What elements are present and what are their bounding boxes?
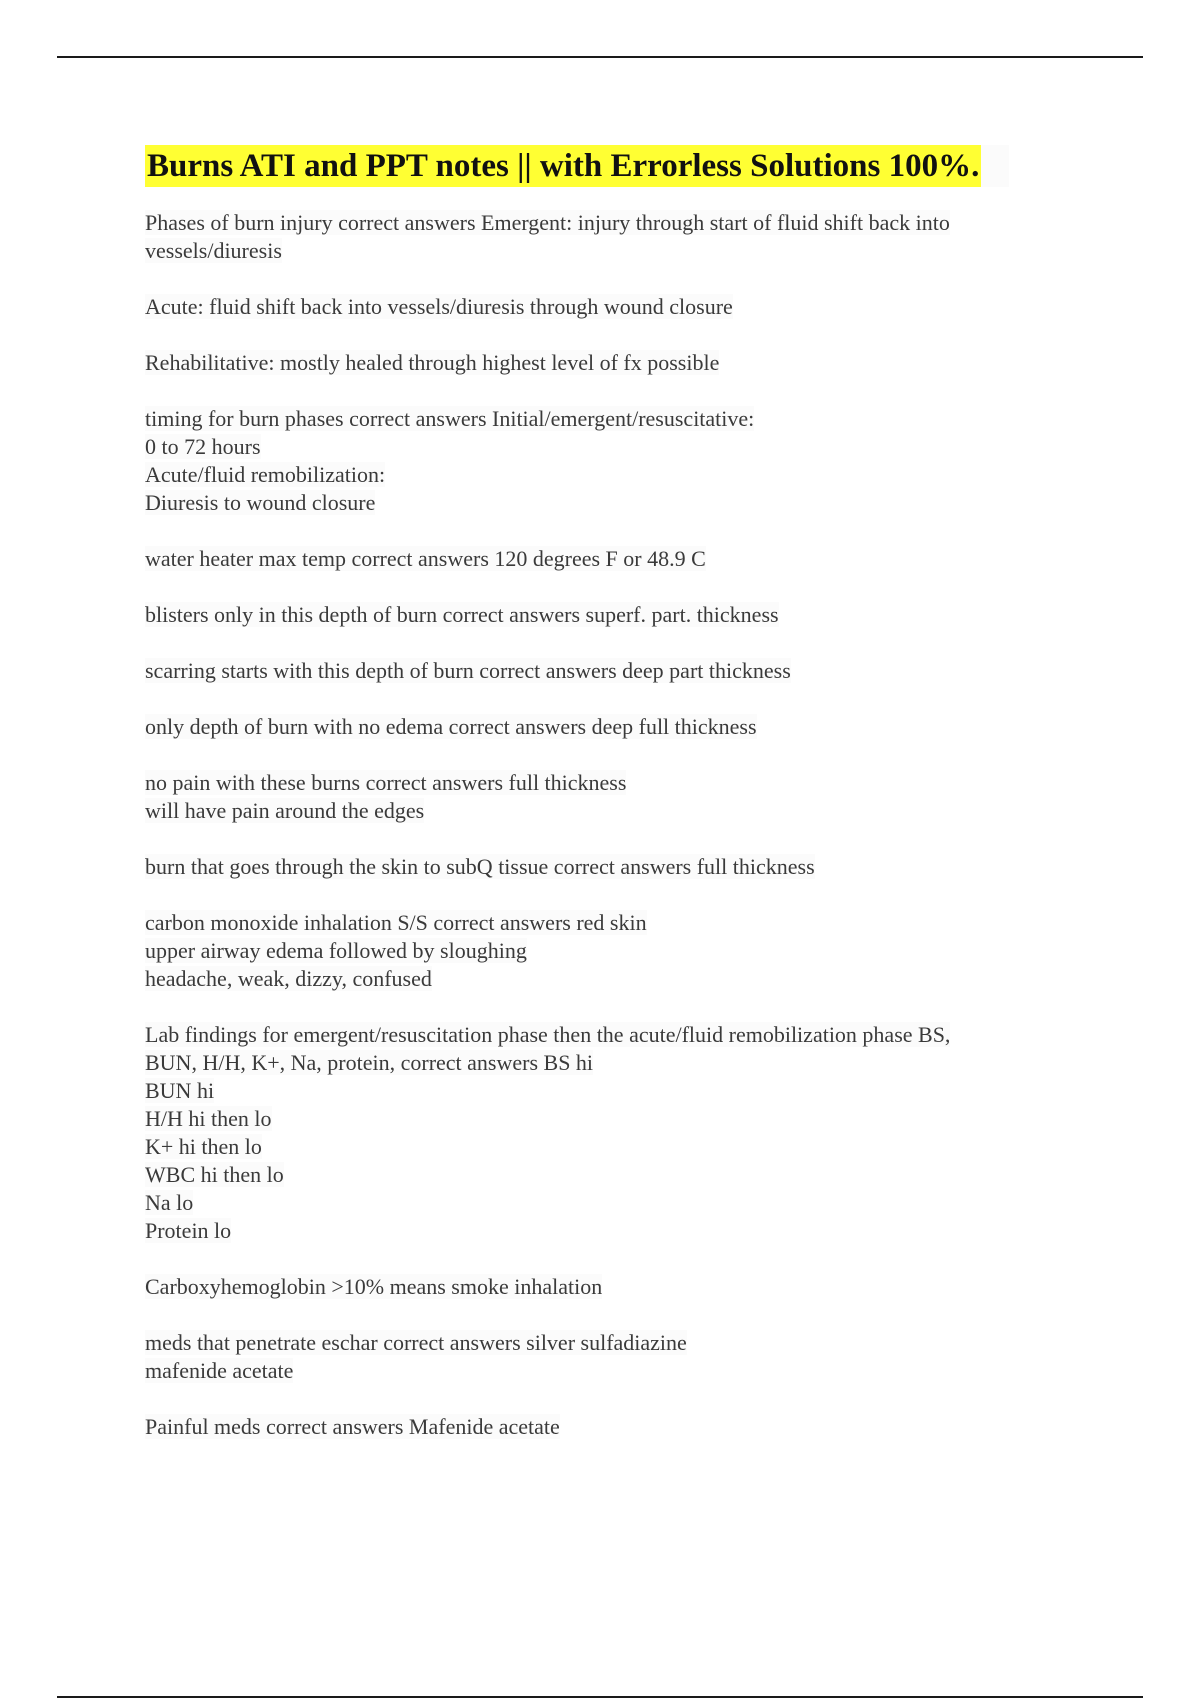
note-block <box>145 545 1085 573</box>
note-line-text: Rehabilitative: mostly healed through highest level of fx possible <box>145 350 720 375</box>
note-block <box>145 1021 1085 1245</box>
note-line <box>145 405 1085 433</box>
note-line <box>145 601 1085 629</box>
note-line-text: meds that penetrate eschar correct answers silver sulfadiazine <box>145 1330 687 1355</box>
note-block <box>145 657 1085 685</box>
note-block <box>145 1413 1085 1441</box>
note-line-text: burn that goes through the skin to subQ tissue correct answers full thickness <box>145 854 815 879</box>
note-line-text: WBC hi then lo <box>145 1162 284 1187</box>
note-line <box>145 461 1085 489</box>
note-line <box>145 545 1085 573</box>
note-line-text: blisters only in this depth of burn correct answers superf. part. thickness <box>145 602 779 627</box>
note-line-text: 0 to 72 hours <box>145 434 261 459</box>
note-block <box>145 769 1085 825</box>
note-line-text: mafenide acetate <box>145 1358 294 1383</box>
note-block <box>145 405 1085 517</box>
note-line <box>145 1105 1085 1133</box>
note-line-text: Phases of burn injury correct answers Emergent: injury through start of fluid shift back into <box>145 210 950 235</box>
note-line-text: no pain with these burns correct answers full thickness <box>145 770 627 795</box>
note-line <box>145 657 1085 685</box>
note-line-text: will have pain around the edges <box>145 798 425 823</box>
note-line-text: BUN hi <box>145 1078 215 1103</box>
notes-list <box>145 209 1085 1441</box>
note-line-text: Acute/fluid remobilization: <box>145 462 386 487</box>
note-block <box>145 1329 1085 1385</box>
note-line-text: Carboxyhemoglobin >10% means smoke inhalation <box>145 1274 603 1299</box>
note-block <box>145 293 1085 321</box>
note-block <box>145 909 1085 993</box>
note-line-text: H/H hi then lo <box>145 1106 272 1131</box>
note-line <box>145 713 1085 741</box>
note-block <box>145 853 1085 881</box>
note-line <box>145 937 1085 965</box>
top-rule <box>57 56 1143 58</box>
note-line-text: Na lo <box>145 1190 194 1215</box>
note-line <box>145 237 1085 265</box>
bottom-rule <box>57 1696 1143 1698</box>
note-line <box>145 965 1085 993</box>
note-line <box>145 1217 1085 1245</box>
title-wrap <box>145 145 1009 187</box>
note-line-text: vessels/diuresis <box>145 238 282 263</box>
note-line <box>145 293 1085 321</box>
note-line-text: Diuresis to wound closure <box>145 490 376 515</box>
document-body <box>145 145 1085 1469</box>
note-line <box>145 1077 1085 1105</box>
note-block <box>145 349 1085 377</box>
note-block <box>145 713 1085 741</box>
note-line-text: upper airway edema followed by sloughing <box>145 938 527 963</box>
note-line <box>145 909 1085 937</box>
note-line <box>145 433 1085 461</box>
note-line-text: headache, weak, dizzy, confused <box>145 966 432 991</box>
note-line <box>145 1413 1085 1441</box>
note-line <box>145 1273 1085 1301</box>
note-line-text: carbon monoxide inhalation S/S correct answers red skin <box>145 910 647 935</box>
note-line-text: BUN, H/H, K+, Na, protein, correct answers BS hi <box>145 1050 594 1075</box>
note-line <box>145 1021 1085 1049</box>
note-line-text: Acute: fluid shift back into vessels/diuresis through wound closure <box>145 294 733 319</box>
note-line <box>145 1357 1085 1385</box>
document-title: Burns ATI and PPT notes || with Errorless Solutions 100%. <box>145 145 981 187</box>
note-line <box>145 1133 1085 1161</box>
note-line-text: scarring starts with this depth of burn correct answers deep part thickness <box>145 658 791 683</box>
note-block <box>145 209 1085 265</box>
note-line-text: Painful meds correct answers Mafenide acetate <box>145 1414 560 1439</box>
note-line-text: timing for burn phases correct answers Initial/emergent/resuscitative: <box>145 406 755 431</box>
note-line-text: K+ hi then lo <box>145 1134 262 1159</box>
note-line <box>145 489 1085 517</box>
note-line-text: Protein lo <box>145 1218 232 1243</box>
note-block <box>145 1273 1085 1301</box>
note-line <box>145 1329 1085 1357</box>
note-line-text: Lab findings for emergent/resuscitation phase then the acute/fluid remobilization phase BS, <box>145 1022 951 1047</box>
note-line <box>145 349 1085 377</box>
note-line <box>145 853 1085 881</box>
note-line-text: only depth of burn with no edema correct answers deep full thickness <box>145 714 757 739</box>
note-line <box>145 797 1085 825</box>
note-line <box>145 1189 1085 1217</box>
note-line-text: water heater max temp correct answers 120 degrees F or 48.9 C <box>145 546 706 571</box>
note-line <box>145 1049 1085 1077</box>
note-line <box>145 1161 1085 1189</box>
note-line <box>145 209 1085 237</box>
note-block <box>145 601 1085 629</box>
note-line <box>145 769 1085 797</box>
